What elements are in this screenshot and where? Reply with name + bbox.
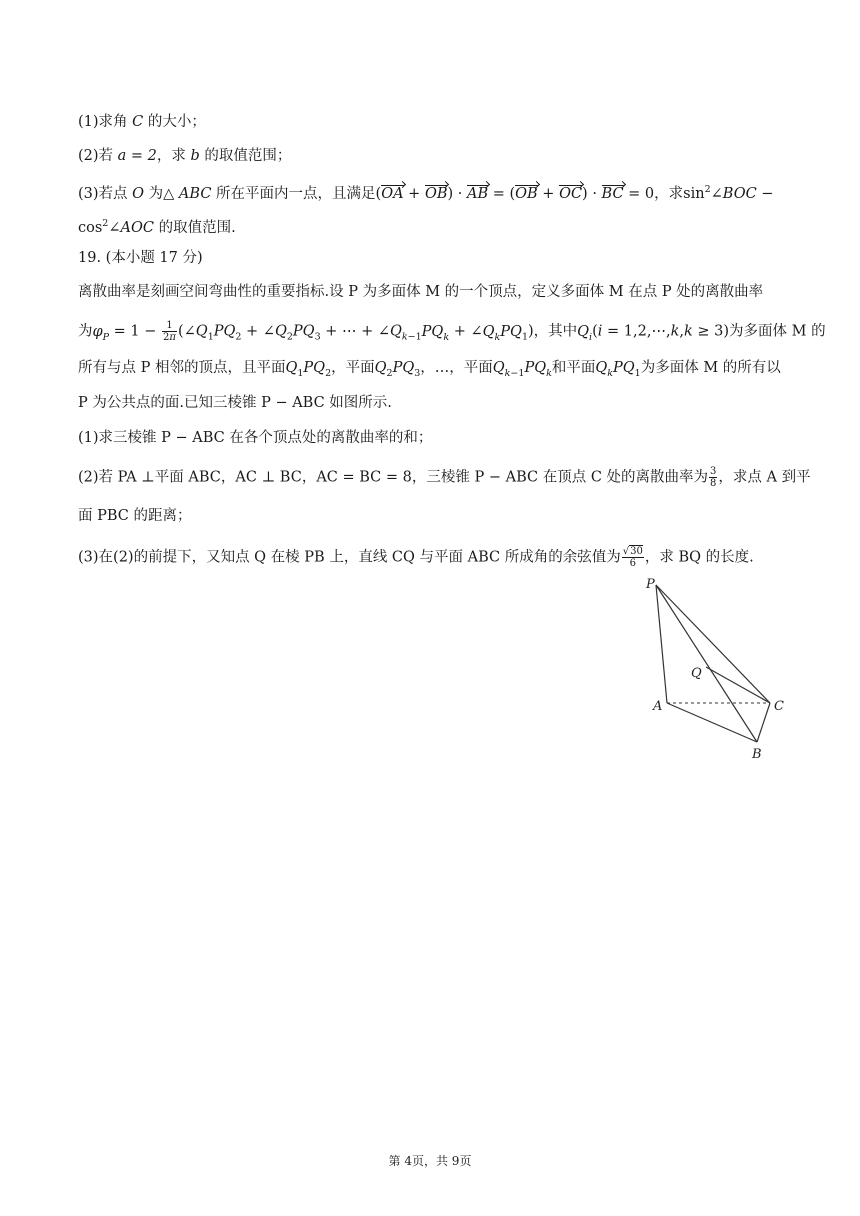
q19-sub1: (1)求三棱锥 P − ABC 在各个顶点处的离散曲率的和； — [78, 430, 433, 446]
q19-intro-line3: 所有与点 P 相邻的顶点，且平面$Q_1PQ_2$，平面$Q_2PQ_3$，…，平面$Q_{k-1}PQ_k$和平面$Q_kPQ_1$为多面体 M 的所有以 — [78, 360, 781, 379]
q18-part2: (2)若 a = 2，求 b 的取值范围； — [78, 148, 292, 164]
page-footer: 第 4页，共 9页 — [388, 1154, 472, 1168]
q19-sub3: (3)在(2)的前提下，又知点 Q 在棱 PB 上，直线 CQ 与平面 ABC 所成角的余弦值为 $\frac{√30}{6}$ ，求 BQ 的长度. — [78, 546, 754, 569]
label-B: B — [752, 747, 762, 762]
edge-PB — [656, 585, 757, 742]
edge-PA — [656, 585, 667, 703]
q19-heading: 19. (本小题 17 分) — [78, 250, 203, 266]
q19-intro-line2: 为$\varphi_P = 1$ − $\frac{1}{2\pi}$ ($\angle Q_1PQ_2$ + $\angle Q_2PQ_3$ + ⋯ + $\angle Q_{k-1}PQ_k$ + $\angle Q_kPQ_1$)，其中$Q_i(i$ = 1,2,⋯,k,k ≥ 3)为多面体 M 的 — [78, 320, 826, 343]
q19-intro-line4: P 为公共点的面.已知三棱锥 P − ABC 如图所示. — [78, 395, 392, 411]
edge-AB — [667, 703, 757, 742]
segment-QC — [706, 667, 770, 703]
label-Q: Q — [691, 666, 702, 681]
q19-sub2-line2: 面 PBC 的距离； — [78, 508, 192, 524]
q18-part3-line2: $\cos^2\angle AOC$ 的取值范围. — [78, 218, 236, 236]
label-C: C — [774, 699, 784, 714]
q19-sub2-line1: (2)若 PA ⊥平面 ABC，AC ⊥ BC，AC = BC = 8，三棱锥 P − ABC 在顶点 C 处的离散曲率为 $\frac{3}{8}$ ，求点 A 到平 — [78, 466, 811, 489]
edge-BC — [757, 703, 770, 742]
q19-intro-line1: 离散曲率是刻画空间弯曲性的重要指标.设 P 为多面体 M 的一个顶点，定义多面体 M 在点 P 处的离散曲率 — [78, 284, 764, 300]
q18-part3-line1: (3)若点 O 为△ ABC 所在平面内一点，且满足(OA + OB) · AB = (OB + OC) · BC = 0，求$\sin^2\angle BOC$ − — [78, 184, 774, 202]
edge-PC — [656, 585, 770, 703]
label-A: A — [653, 699, 663, 714]
pyramid-figure — [640, 570, 800, 770]
label-P: P — [646, 577, 655, 592]
q18-part1: (1)求角 C 的大小； — [78, 114, 206, 130]
